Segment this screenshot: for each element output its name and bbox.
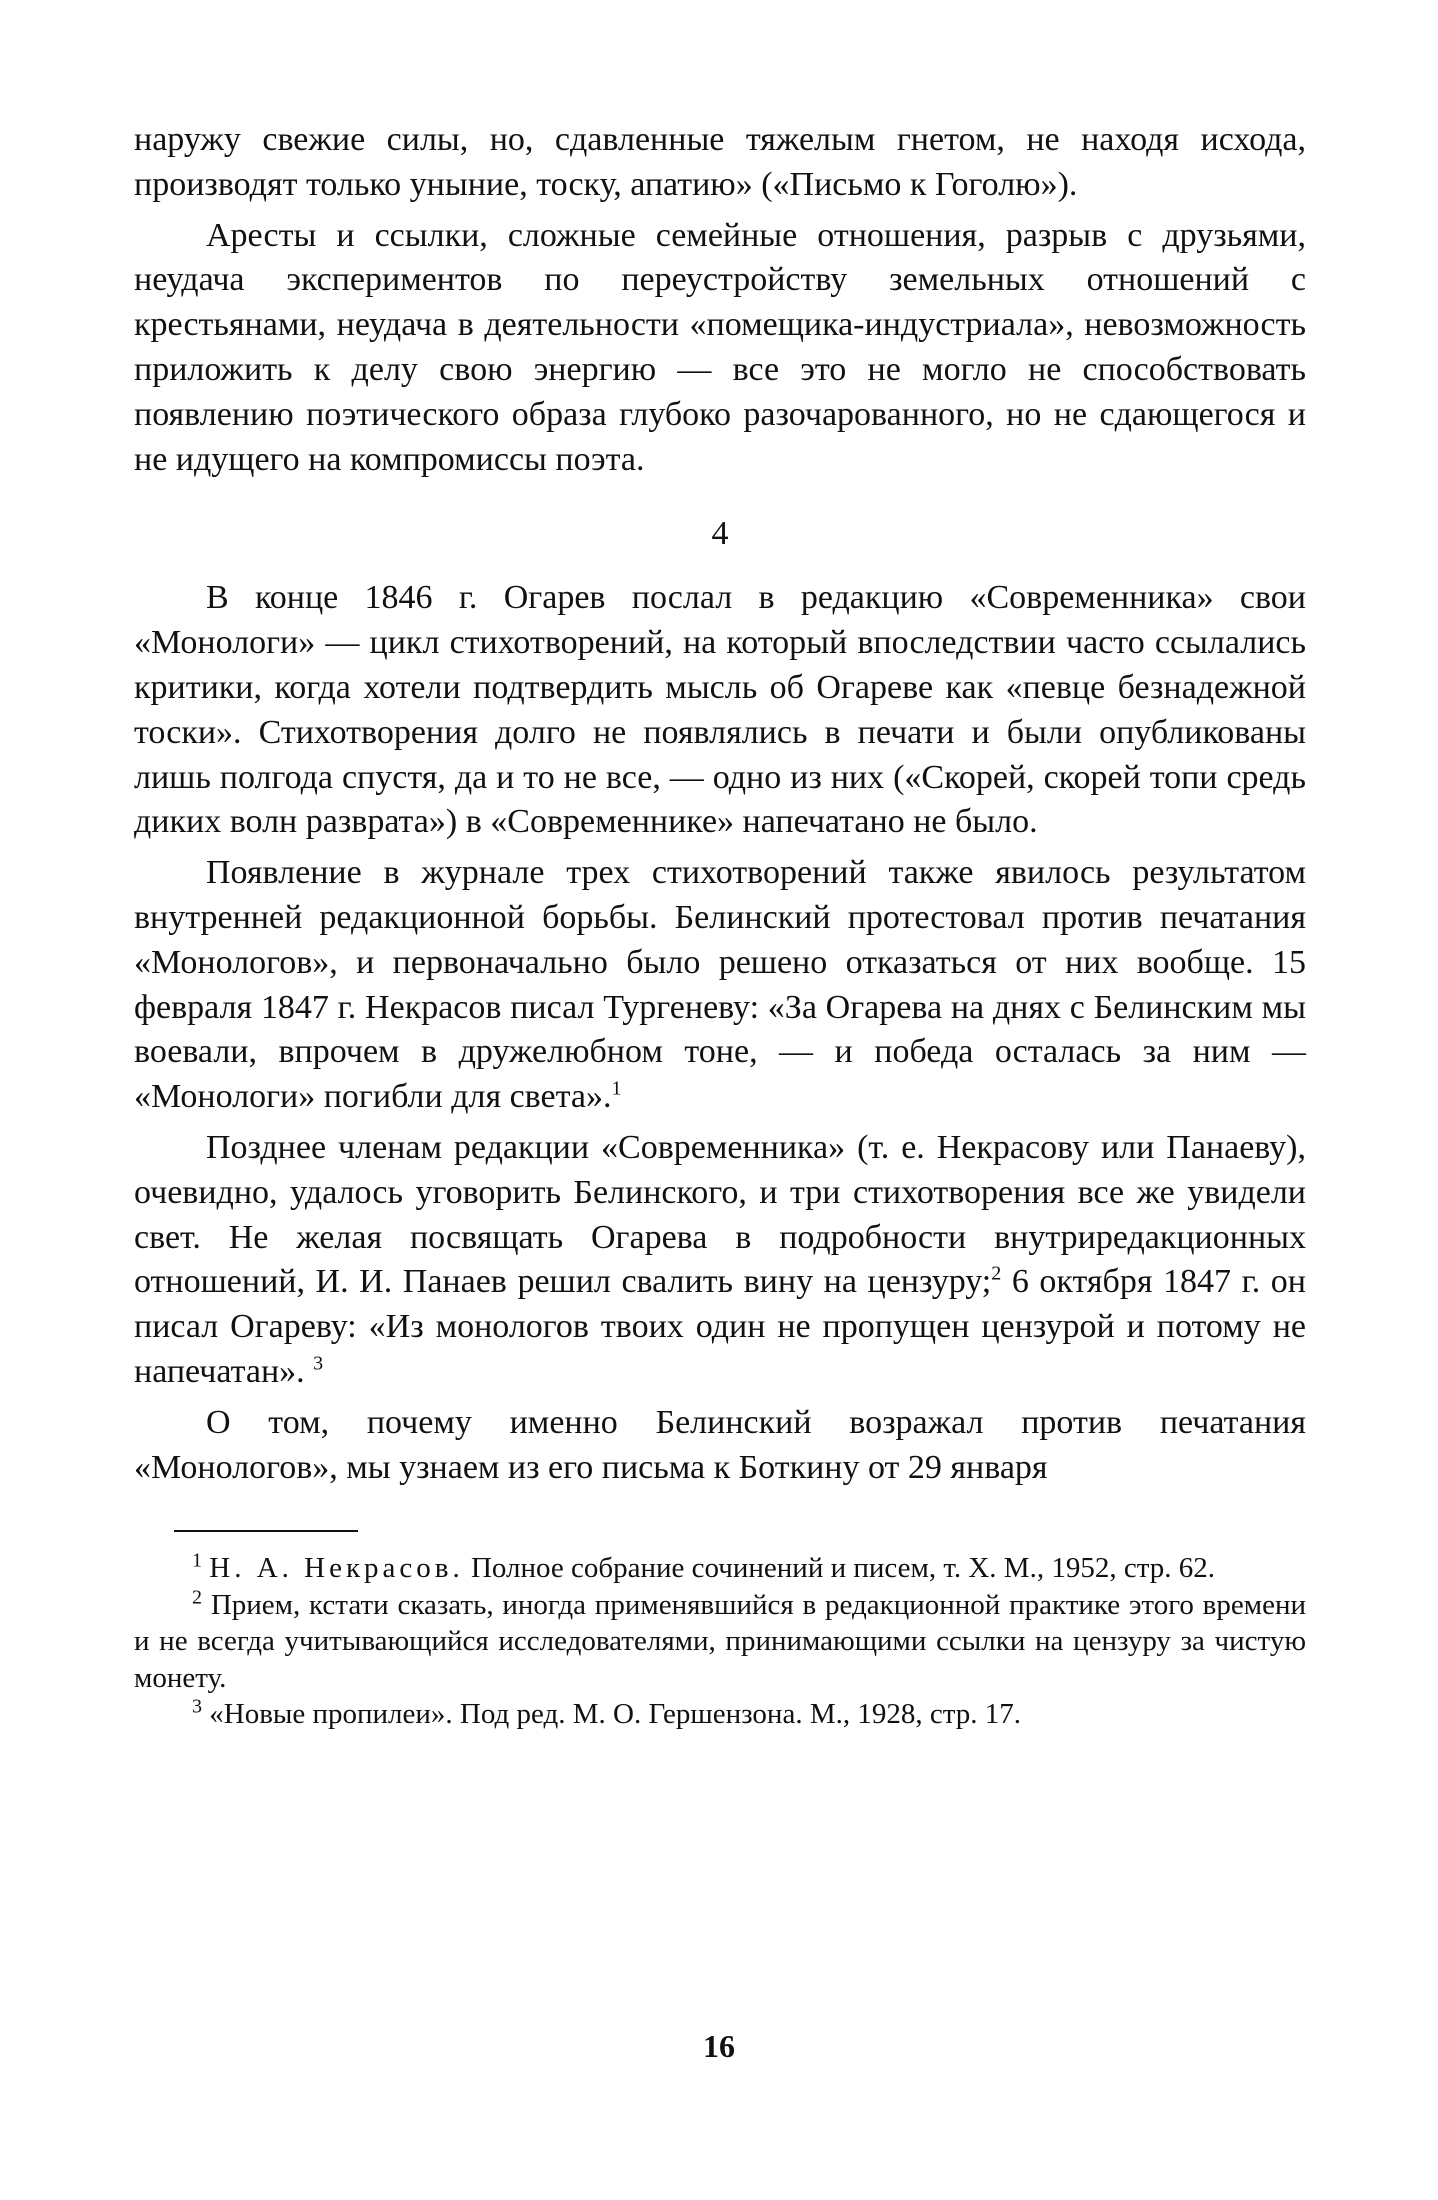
paragraph-text: Позднее членам редакции «Современника» (т. е. Некрасову или Панаеву), очевидно, удалось уговорить Белинского, и три стихотворения все же увидели свет. Не желая посвящать Огарева в подробности внутриредакционных отношений, И. И. Панаев решил свалить вину на цензуру; <box>134 1128 1306 1301</box>
footnote-ref-3[interactable]: 3 <box>313 1352 324 1375</box>
paragraph-monologues: В конце 1846 г. Огарев послал в редакцию «Современника» свои «Монологи» — цикл стихотворений, на который впоследствии часто ссылались критики, когда хотели подтвердить мысль об Огареве как «певце безнадежной тоски». Стихотворения долго не появлялись в печати и были опубликованы лишь полгода спустя, да и то не все, — одно из них («Скорей, скорей топи средь диких волн разврата») в «Современнике» напечатано не было. <box>134 579 1306 841</box>
paragraph-belinsky-letter: О том, почему именно Белинский возражал против печатания «Монологов», мы узнаем из его письма к Боткину от 29 января <box>134 1403 1306 1486</box>
footnote-ref-2[interactable]: 2 <box>991 1263 1002 1285</box>
footnote-ref-1[interactable]: 1 <box>611 1077 622 1100</box>
paragraph-arrests: Аресты и ссылки, сложные семейные отношения, разрыв с друзьями, неудача экспериментов по переустройству земельных отношений с крестьянами, неудача в деятельности «помещика-индустриала», невозможность приложить к делу свою энергию — все это не могло не способствовать появлению поэтического образа глубоко разочарованного, но не сдающегося и не идущего на компромиссы поэта. <box>134 216 1306 478</box>
footnote-2 <box>134 1587 1306 1697</box>
page-number: 16 <box>703 2028 735 2064</box>
footnote-1 <box>134 1550 1306 1587</box>
footnote-text: «Новые пропилеи». Под ред. М. О. Гершензона. М., 1928, стр. 17. <box>209 1698 1022 1731</box>
page-body <box>134 118 1306 1733</box>
footnote-text: Полное собрание сочинений и писем, т. X. М., 1952, стр. 62. <box>463 1552 1215 1585</box>
section-number: 4 <box>711 515 729 553</box>
footnote-mark: 3 <box>192 1695 202 1718</box>
footnote-3 <box>134 1696 1306 1733</box>
paragraph-editorial-struggle <box>134 851 1306 1120</box>
paragraph-panaev <box>134 1126 1306 1395</box>
paragraph-continuation: наружу свежие силы, но, сдавленные тяжелым гнетом, не находя исхода, производят только уныние, тоску, апатию» («Письмо к Гоголю»). <box>134 121 1306 203</box>
paragraph-text: Появление в журнале трех стихотворений также явилось результатом внутренней редакционной борьбы. Белинский протестовал против печатания «Монологов», и первоначально было решено отказаться от них вообще. 15 февраля 1847 г. Некрасов писал Тургеневу: «За Огарева на днях с Белинским мы воевали, впрочем в дружелюбном тоне, — и победа осталась за ним — «Монологи» погибли для света». <box>134 854 1306 1116</box>
footnote-text: Прием, кстати сказать, иногда применявшийся в редакционной практике этого времени и не всегда учитывающийся исследователями, принимающими ссылки на цензуру за чистую монету. <box>134 1588 1307 1694</box>
footnote-author: Н. А. Некрасов. <box>209 1552 464 1585</box>
paragraph-text: 6 октября 1847 г. он писал Огареву: «Из монологов твоих один не пропущен цензурой и потому не напечатан». <box>134 1263 1306 1390</box>
footnote-mark: 2 <box>192 1586 202 1609</box>
footnote-divider <box>174 1530 358 1532</box>
footnote-mark: 1 <box>192 1549 202 1572</box>
